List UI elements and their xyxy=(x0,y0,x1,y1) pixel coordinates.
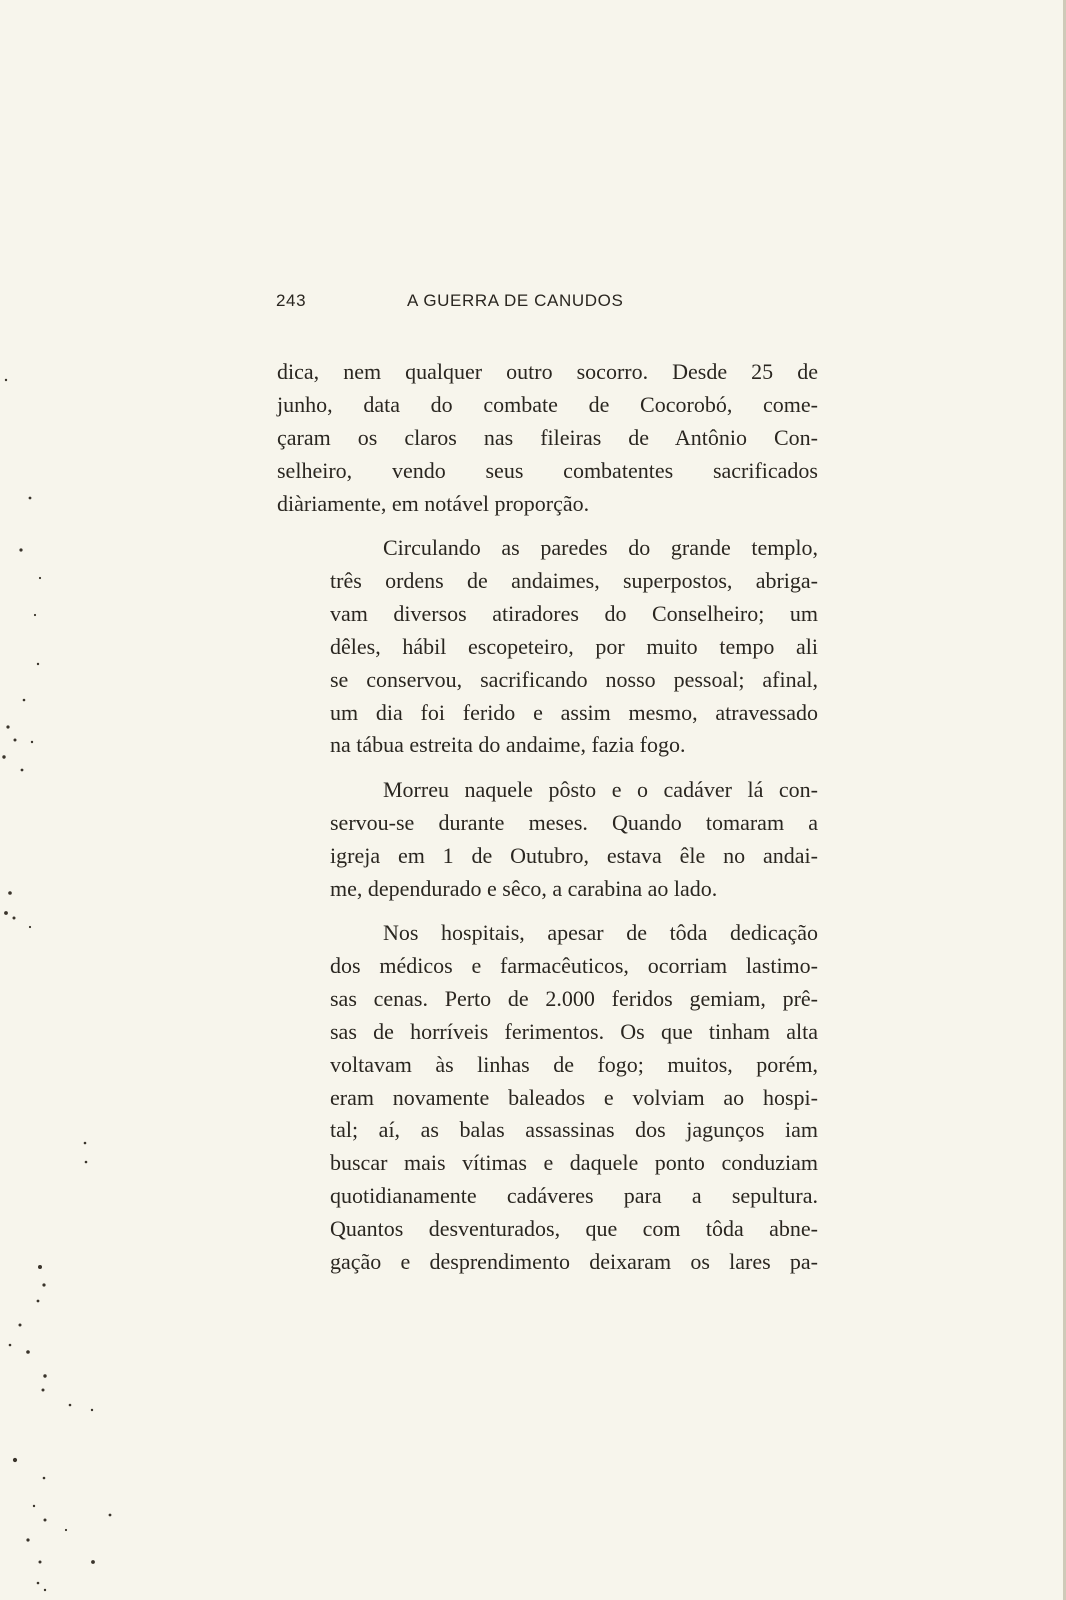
text-line: sas cenas. Perto de 2.000 feridos gemiam, prê- xyxy=(330,985,818,1011)
text-line: eram novamente baleados e volviam ao hospi- xyxy=(330,1084,818,1110)
text-line: çaram os claros nas fileiras de Antônio Con- xyxy=(277,424,818,450)
text-line: selheiro, vendo seus combatentes sacrificados xyxy=(277,457,818,483)
text-line: diàriamente, em notável proporção. xyxy=(277,490,590,516)
text-line: junho, data do combate de Cocorobó, come- xyxy=(277,391,818,417)
text-line: me, dependurado e sêco, a carabina ao lado. xyxy=(330,875,718,901)
text-line: se conservou, sacrificando nosso pessoal; afinal, xyxy=(330,666,818,692)
margin-specks xyxy=(0,0,140,1600)
text-line: Quantos desventurados, que com tôda abne- xyxy=(330,1216,818,1242)
text-line: buscar mais vítimas e daquele ponto conduziam xyxy=(330,1150,818,1176)
body-text xyxy=(277,356,818,1290)
text-line: quotidianamente cadáveres para a sepultura. xyxy=(330,1183,818,1209)
text-line: sas de horríveis ferimentos. Os que tinham alta xyxy=(330,1018,818,1044)
text-line: dos médicos e farmacêuticos, ocorriam lastimo- xyxy=(330,952,818,978)
text-line: igreja em 1 de Outubro, estava êle no andai- xyxy=(330,842,818,868)
running-title: A GUERRA DE CANUDOS xyxy=(407,291,624,310)
text-line: três ordens de andaimes, superpostos, abriga- xyxy=(330,567,818,593)
running-head xyxy=(276,291,816,315)
text-line: tal; aí, as balas assassinas dos jagunços iam xyxy=(330,1117,818,1143)
text-line: gação e desprendimento deixaram os lares pa- xyxy=(330,1249,818,1275)
text-line: dêles, hábil escopeteiro, por muito tempo ali xyxy=(330,633,818,659)
paragraph xyxy=(277,774,818,906)
text-line: dica, nem qualquer outro socorro. Desde 25 de xyxy=(277,359,818,384)
paragraph xyxy=(277,917,818,1279)
text-line: Circulando as paredes do grande templo, xyxy=(383,535,818,561)
text-line: Morreu naquele pôsto e o cadáver lá con- xyxy=(383,776,818,802)
text-line: servou-se durante meses. Quando tomaram a xyxy=(330,809,818,835)
text-line: voltavam às linhas de fogo; muitos, porém, xyxy=(330,1051,818,1077)
text-line: vam diversos atiradores do Conselheiro; um xyxy=(330,600,818,626)
page-number: 243 xyxy=(276,291,307,310)
paragraph xyxy=(277,356,818,521)
paragraph xyxy=(277,532,818,762)
text-line: na tábua estreita do andaime, fazia fogo. xyxy=(330,732,686,758)
text-line: Nos hospitais, apesar de tôda dedicação xyxy=(383,920,818,945)
text-line: um dia foi ferido e assim mesmo, atravessado xyxy=(330,699,818,725)
